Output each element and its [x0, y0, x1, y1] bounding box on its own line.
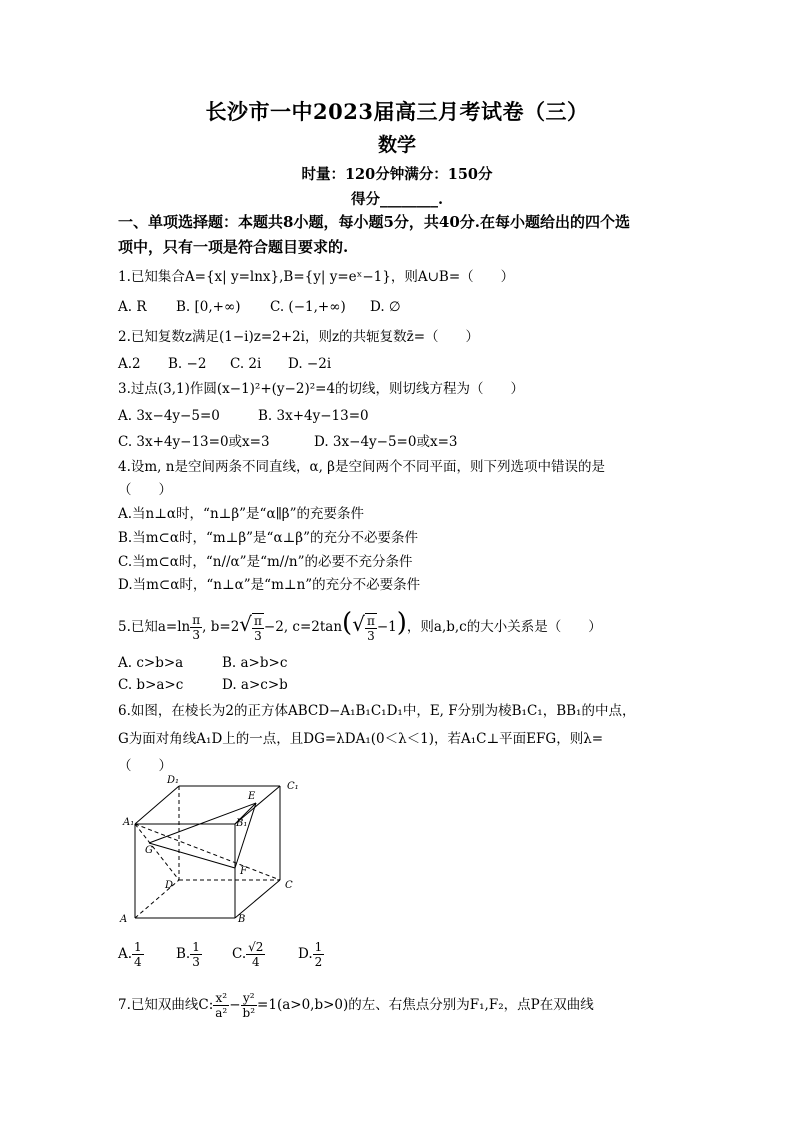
cube-figure — [115, 772, 305, 928]
q6-option-d-label: D. — [298, 946, 313, 962]
vertex-label-b1: B₁ — [236, 818, 248, 829]
q3-option-d: D. 3x−4y−5=0或x=3 — [314, 434, 458, 450]
q5-frac3-num: π — [366, 613, 375, 628]
q5-left-paren: ( — [342, 608, 353, 638]
q6-option-d-fraction — [313, 940, 325, 969]
q6-option-b-den: 3 — [192, 955, 200, 969]
exam-time-score: 时量：120分钟满分：150分 — [301, 166, 493, 183]
q1-stem: 1.已知集合A={x| y=lnx},B={y| y=eˣ−1}，则A∪B=（ ） — [118, 269, 515, 285]
q7-fraction-x — [213, 991, 229, 1020]
q5-sqrt-fraction — [252, 613, 264, 643]
vertex-label-c: C — [285, 880, 293, 891]
q2-option-b: B. −2 — [168, 356, 207, 372]
q1-option-d: D. ∅ — [370, 299, 401, 315]
q5-sqrt-fraction-2 — [365, 613, 377, 643]
q1-option-b: B. [0,+∞) — [176, 299, 241, 315]
q7-stem — [118, 988, 594, 1022]
q5-frac-num: π — [192, 613, 201, 627]
q6-option-b-num: 1 — [192, 940, 200, 954]
q7-frac2-num: y² — [241, 991, 258, 1006]
q5-sqrt-sign-2: √ — [352, 612, 365, 636]
q5-frac2-den: 3 — [254, 628, 262, 643]
vertex-label-a1: A₁ — [123, 817, 135, 828]
score-field: 得分________. — [350, 191, 444, 208]
q3-option-c: C. 3x+4y−13=0或x=3 — [118, 434, 270, 450]
q6-stem-line2: G为面对角线A₁D上的一点，且DG=λDA₁(0＜λ＜1)，若A₁C⊥平面EFG，则λ= — [118, 731, 604, 747]
q4-option-a: A.当n⊥α时，“n⊥β”是“α∥β”的充要条件 — [118, 506, 365, 522]
q5-stem-prefix: 5.已知a=ln — [118, 619, 191, 635]
q6-option-c-num: √2 — [248, 940, 264, 954]
q7-fraction-y — [241, 991, 258, 1020]
q4-stem-paren: （ ） — [118, 482, 172, 498]
q5-option-c: C. b>a>c — [118, 677, 184, 693]
q6-option-b — [176, 940, 202, 969]
q5-stem-c: −2, c=2tan — [263, 619, 343, 635]
q7-stem-suffix: =1(a>0,b>0)的左、右焦点分别为F₁,F₂，点P在双曲线 — [257, 997, 594, 1013]
vertex-label-e: E — [248, 791, 256, 802]
q6-option-a-num: 1 — [134, 940, 142, 954]
q6-option-c-fraction — [246, 940, 265, 969]
vertex-label-c1: C₁ — [287, 781, 299, 792]
q7-frac1-den: a² — [215, 1006, 228, 1020]
vertex-label-a: A — [120, 914, 128, 925]
q4-option-d: D.当m⊂α时，“n⊥α”是“m⊥n”的充分不必要条件 — [118, 577, 421, 593]
q3-stem: 3.过点(3,1)作圆(x−1)²+(y−2)²=4的切线，则切线方程为（ ） — [118, 381, 525, 397]
exam-subject: 数学 — [377, 134, 416, 156]
q4-stem: 4.设m, n是空间两条不同直线，α, β是空间两个不同平面，则下列选项中错误的是 — [118, 459, 605, 475]
q1-option-a: A. R — [118, 299, 147, 315]
q6-option-a — [118, 940, 144, 969]
vertex-label-g: G — [145, 845, 153, 856]
q2-option-c: C. 2i — [230, 356, 262, 372]
q6-option-d-den: 2 — [314, 955, 323, 969]
q6-option-a-label: A. — [118, 946, 133, 962]
q7-frac1-num: x² — [213, 991, 229, 1006]
section-heading-line2: 项中，只有一项是符合题目要求的. — [118, 238, 349, 256]
q5-right-paren: ) — [396, 608, 407, 638]
q2-option-d: D. −2i — [288, 356, 332, 372]
q6-option-c-den: 4 — [251, 955, 260, 969]
q5-stem-suffix: ，则a,b,c的大小关系是（ ） — [406, 619, 602, 635]
q5-stem-b: , b=2 — [202, 619, 240, 635]
q6-option-c-label: C. — [232, 946, 247, 962]
vertex-label-b: B — [238, 914, 246, 925]
q5-fraction-pi-over-3 — [190, 613, 202, 642]
q4-option-b: B.当m⊂α时，“m⊥β”是“α⊥β”的充分不必要条件 — [118, 530, 418, 546]
q5-frac-den: 3 — [192, 628, 201, 642]
q5-frac3-den: 3 — [367, 628, 375, 643]
section-heading-line1: 一、单项选择题：本题共8小题，每小题5分，共40分.在每小题给出的四个选 — [118, 213, 630, 231]
q5-frac2-num: π — [254, 613, 262, 628]
q7-minus: − — [229, 997, 241, 1013]
q5-option-b: B. a>b>c — [222, 655, 288, 671]
exam-title: 长沙市一中2023届高三月考试卷（三） — [205, 99, 589, 124]
q5-option-a: A. c>b>a — [118, 655, 184, 671]
q6-option-d — [298, 940, 324, 969]
q6-option-a-den: 4 — [134, 955, 142, 969]
q5-stem — [118, 606, 602, 644]
q5-minus-one: −1 — [376, 619, 397, 635]
vertex-label-d1: D₁ — [167, 775, 180, 786]
q5-sqrt-sign-1: √ — [239, 612, 253, 636]
q6-option-b-label: B. — [176, 946, 191, 962]
vertex-label-f: F — [240, 866, 247, 877]
q2-stem: 2.已知复数z满足(1−i)z=2+2i，则z的共轭复数z̄=（ ） — [118, 329, 480, 345]
q6-stem-paren: （ ） — [118, 758, 172, 774]
q2-option-a: A.2 — [118, 356, 141, 372]
q6-stem-line1: 6.如图，在棱长为2的正方体ABCD−A₁B₁C₁D₁中，E, F分别为棱B₁C₁，BB₁的中点， — [118, 703, 636, 719]
q4-option-c: C.当m⊂α时，“n//α”是“m//n”的必要不充分条件 — [118, 554, 413, 570]
q3-option-a: A. 3x−4y−5=0 — [118, 408, 220, 424]
q6-option-d-num: 1 — [314, 940, 323, 954]
q7-stem-prefix: 7.已知双曲线C: — [118, 997, 214, 1013]
q5-option-d: D. a>c>b — [222, 677, 288, 693]
q6-option-c — [232, 940, 265, 969]
vertex-label-d: D — [165, 880, 174, 891]
q6-option-a-fraction — [132, 940, 144, 969]
q3-option-b: B. 3x+4y−13=0 — [258, 408, 369, 424]
q6-option-b-fraction — [190, 940, 202, 969]
q1-option-c: C. (−1,+∞) — [270, 299, 346, 315]
q7-frac2-den: b² — [242, 1006, 256, 1020]
